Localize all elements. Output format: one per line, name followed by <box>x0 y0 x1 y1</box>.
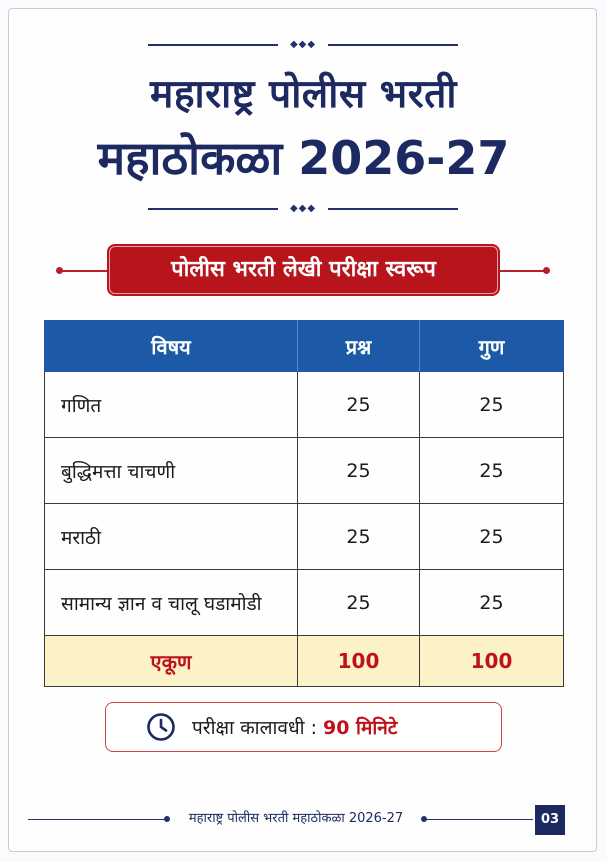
title-line-2: महाठोकळा 2026-27 <box>97 131 510 185</box>
table-header-row <box>45 321 564 372</box>
row-marks: 25 <box>420 570 564 636</box>
header-subject: विषय <box>45 321 298 372</box>
table-total-row <box>45 636 564 687</box>
total-label: एकूण <box>45 636 298 687</box>
duration-value: 90 मिनिटे <box>323 717 398 739</box>
table-row <box>45 438 564 504</box>
row-marks: 25 <box>420 438 564 504</box>
total-questions: 100 <box>298 636 420 687</box>
duration-label: परीक्षा कालावधी : <box>192 717 317 739</box>
table-row <box>45 570 564 636</box>
total-marks: 100 <box>420 636 564 687</box>
row-marks: 25 <box>420 504 564 570</box>
table-row <box>45 372 564 438</box>
header-questions: प्रश्न <box>298 321 420 372</box>
footer-text: महाराष्ट्र पोलीस भरती महाठोकळा 2026-27 <box>188 811 404 826</box>
exam-pattern-table <box>44 320 564 687</box>
duration-box <box>105 702 502 752</box>
row-marks: 25 <box>420 372 564 438</box>
banner-line-left <box>60 270 109 272</box>
footer-dot-left <box>164 816 170 822</box>
row-questions: 25 <box>298 438 420 504</box>
table-row <box>45 504 564 570</box>
section-banner-wrap <box>0 246 607 296</box>
row-subject: सामान्य ज्ञान व चालू घडामोडी <box>45 570 298 636</box>
footer-line-left <box>28 819 168 820</box>
page-number: 03 <box>535 805 565 835</box>
clock-icon <box>146 712 176 742</box>
banner-dot-right <box>543 267 550 274</box>
row-questions: 25 <box>298 372 420 438</box>
row-subject: मराठी <box>45 504 298 570</box>
row-questions: 25 <box>298 570 420 636</box>
row-subject: बुद्धिमत्ता चाचणी <box>45 438 298 504</box>
row-subject: गणित <box>45 372 298 438</box>
banner-line-right <box>498 270 546 272</box>
title-line-1: महाराष्ट्र पोलीस भरती <box>150 72 457 117</box>
section-banner: पोलीस भरती लेखी परीक्षा स्वरूप <box>109 246 498 294</box>
row-questions: 25 <box>298 504 420 570</box>
footer-line-right <box>425 819 533 820</box>
header-marks: गुण <box>420 321 564 372</box>
top-ornament: ◆◆◆ <box>148 38 458 52</box>
bottom-ornament: ◆◆◆ <box>148 202 458 216</box>
